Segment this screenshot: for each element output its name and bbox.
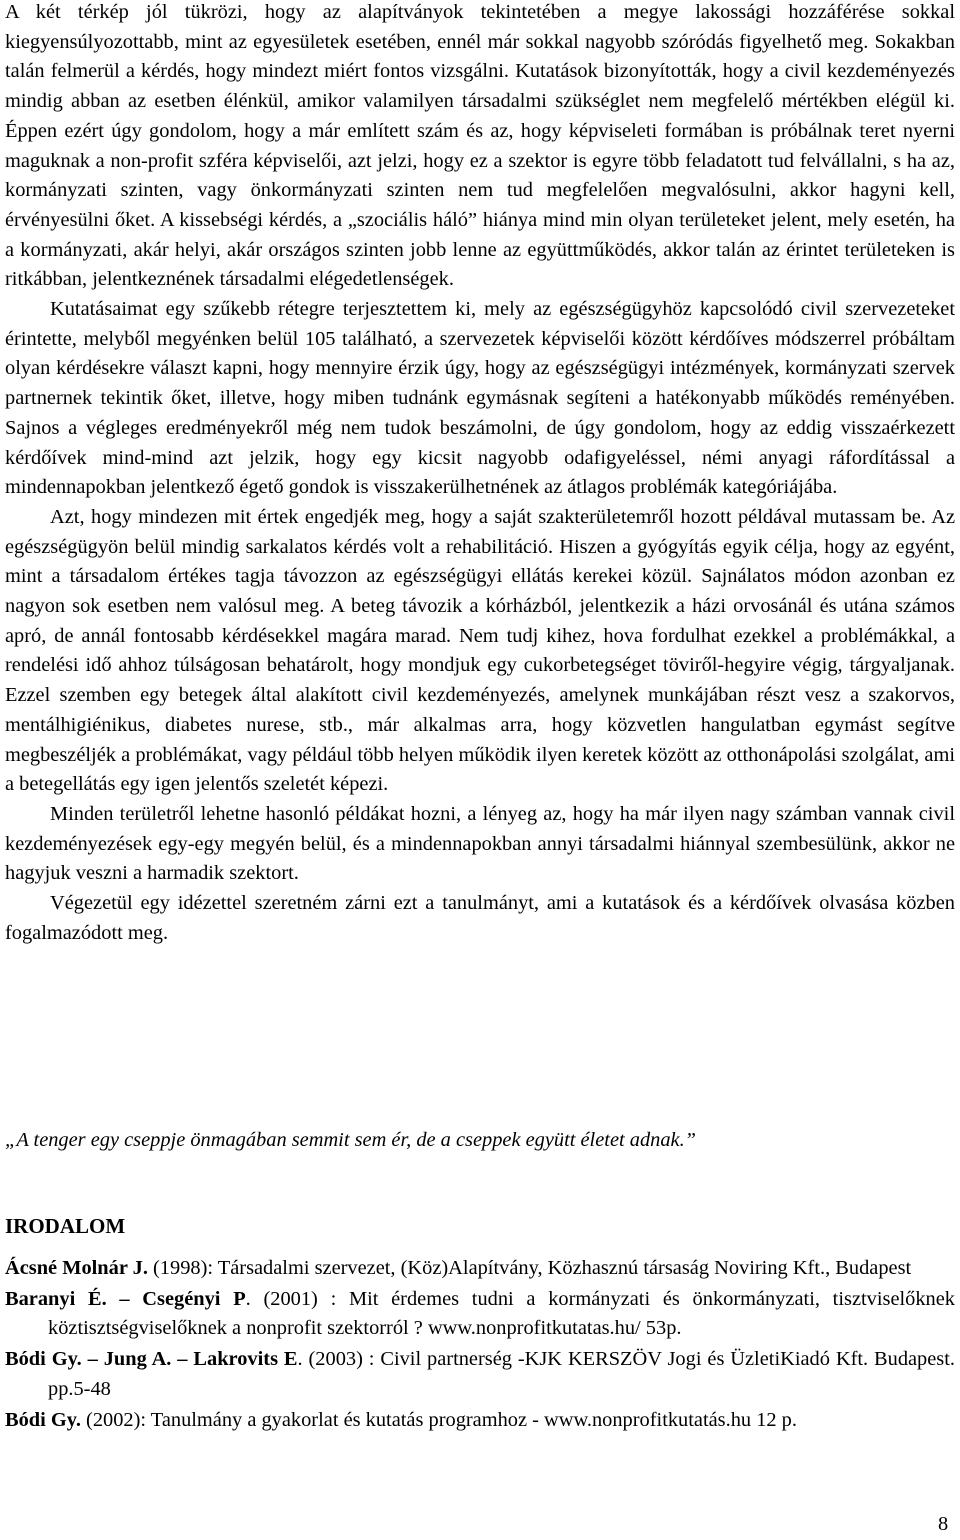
reference-item [5,1406,955,1436]
reference-details: . (2003) : Civil partnerség -KJK KERSZÖV Jogi és ÜzletiKiadó Kft. Budapest. pp.5-48 [48,1348,956,1400]
paragraph: Minden területről lehetne hasonló példákat hozni, a lényeg az, hogy ha már ilyen nagy számban vannak civil kezdeményezések egy-egy megyén belül, és a mindennapokban annyi társadalmi hiánnyal szembesülünk, akkor ne hagyjuk veszni a harmadik szektort. [5,802,955,885]
paragraph: Azt, hogy mindezen mit értek engedjék meg, hogy a saját szakterületemről hozott példával mutassam be. Az egészségügyön belül mindig sarkalatos kérdés volt a rehabilitáció. Hiszen a gyógyítás egyik célja, hogy az egyént, mint a társadalom értékes tagja távozzon az egészségügyi ellátás kerekei közül. Sajnálatos módon azonban ez nagyon sok esetben nem valósul meg. A beteg távozik a kórházból, jelentkezik a házi orvosánál és utána számos apró, de annál fontosabb kérdésekkel magára marad. Nem tudj kihez, hova fordulhat ezekkel a problémákkal, a rendelési idő ahhoz túlságosan behatárolt, hogy mondjuk egy cukorbetegséget töviről-hegyire végig, tárgyaljanak. Ezzel szemben egy betegek által alakított civil kezdeményezés, amelynek munkájában részt vesz a szakorvos, mentálhigiénikus, diabetes nurese, stb., már alkalmas arra, hogy közvetlen hangulatban egymást segítve megbeszéljék a problémákat, vagy például több helyen működik ilyen keretek között az otthonápolási szolgálat, ami a betegellátás egy igen jelentős szeletét képezi. [5,505,955,796]
reference-authors: Ácsné Molnár J. [5,1257,148,1279]
reference-authors: Bódi Gy. – Jung A. – Lakrovits E [5,1348,298,1371]
paragraph: Végezetül egy idézettel szeretném zárni ezt a tanulmányt, ami a kutatások és a kérdőívek olvasása közben fogalmazódott meg. [5,892,955,944]
reference-authors: Bódi Gy. [5,1408,81,1431]
section-heading: IRODALOM [5,1214,126,1238]
reference-item [5,1285,955,1344]
reference-details: . (2001) : Mit érdemes tudni a kormányzati és önkormányzati, tisztviselőknek köztisztségviselőknek a nonprofit szektorról ? www.nonprofitkutatas.hu/ 53p. [48,1287,956,1340]
body-text [5,0,955,949]
reference-details: (1998): Társadalmi szervezet, (Köz)Alapítvány, Közhasznú társaság Noviring Kft., Budapest [147,1257,912,1279]
paragraph: Kutatásaimat egy szűkebb rétegre terjesztettem ki, mely az egészségügyhöz kapcsolódó civil szervezeteket érintette, melyből megyénken belül 105 található, a szervezetek képviselői között kérdőíves módszerrel próbáltam olyan kérdésekre választ kapni, hogy mennyire érzik úgy, hogy az egészségügyi intézmények, kormányzati szervek partnernek tekintik őket, illetve, hogy miben tudnánk egymásnak segíteni a hatékonyabb működés reményében. Sajnos a végleges eredményekről még nem tudok beszámolni, de úgy gondolom, hogy az eddig visszaérkezett kérdőívek mind-mind azt jelzik, hogy egy kicsit nagyobb odafigyeléssel, némi anyagi ráfordítással a mindennapokban jelentkező égető gondok is visszakerülhetnének az átlagos problémák kategóriájába. [5,298,955,499]
paragraph: A két térkép jól tükrözi, hogy az alapítványok tekintetében a megye lakossági hozzáférése sokkal kiegyensúlyozottabb, mint az egyesületek esetében, ennél már sokkal nagyobb szóródás figyelhető meg. Sokakban talán felmerül a kérdés, hogy mindezt miért fontos vizsgálni. Kutatások bizonyították, hogy a civil kezdeményezés mindig abban az esetben élénkül, amikor valamilyen társadalmi szükséglet nem megfelelő mértékben elégül ki. Éppen ezért úgy gondolom, hogy a már említett szám és az, hogy képviseleti formában is próbálnak teret nyerni maguknak a non-profit szféra képviselői, azt jelzi, hogy ez a szektor is egyre több feladatott tud felvállalni, s ha az, kormányzati szinten, vagy önkormányzati szinten nem tud megfelelően megvalósulni, akkor hagyni kell, érvényesülni őket. A kissebségi kérdés, a „szociális háló” hiánya mind min olyan területeket jelent, mely esetén, ha a kormányzati, akár helyi, akár országos szinten jobb lenne az együttműködés, akkor talán az érintet területeken is ritkábban, jelentkeznének társadalmi elégedetlenségek. [5,1,955,291]
reference-list [5,1254,955,1436]
reference-details: (2002): Tanulmány a gyakorlat és kutatás programhoz - www.nonprofitkutatás.hu 12 p. [80,1408,797,1431]
closing-quote: „A tenger egy cseppje önmagában semmit sem ér, de a cseppek együtt életet adnak.” [5,1129,697,1151]
reference-authors: Baranyi É. – Csegényi P [5,1287,246,1310]
reference-item [5,1254,955,1284]
page-number: 8 [938,1513,949,1535]
reference-item [5,1345,955,1404]
